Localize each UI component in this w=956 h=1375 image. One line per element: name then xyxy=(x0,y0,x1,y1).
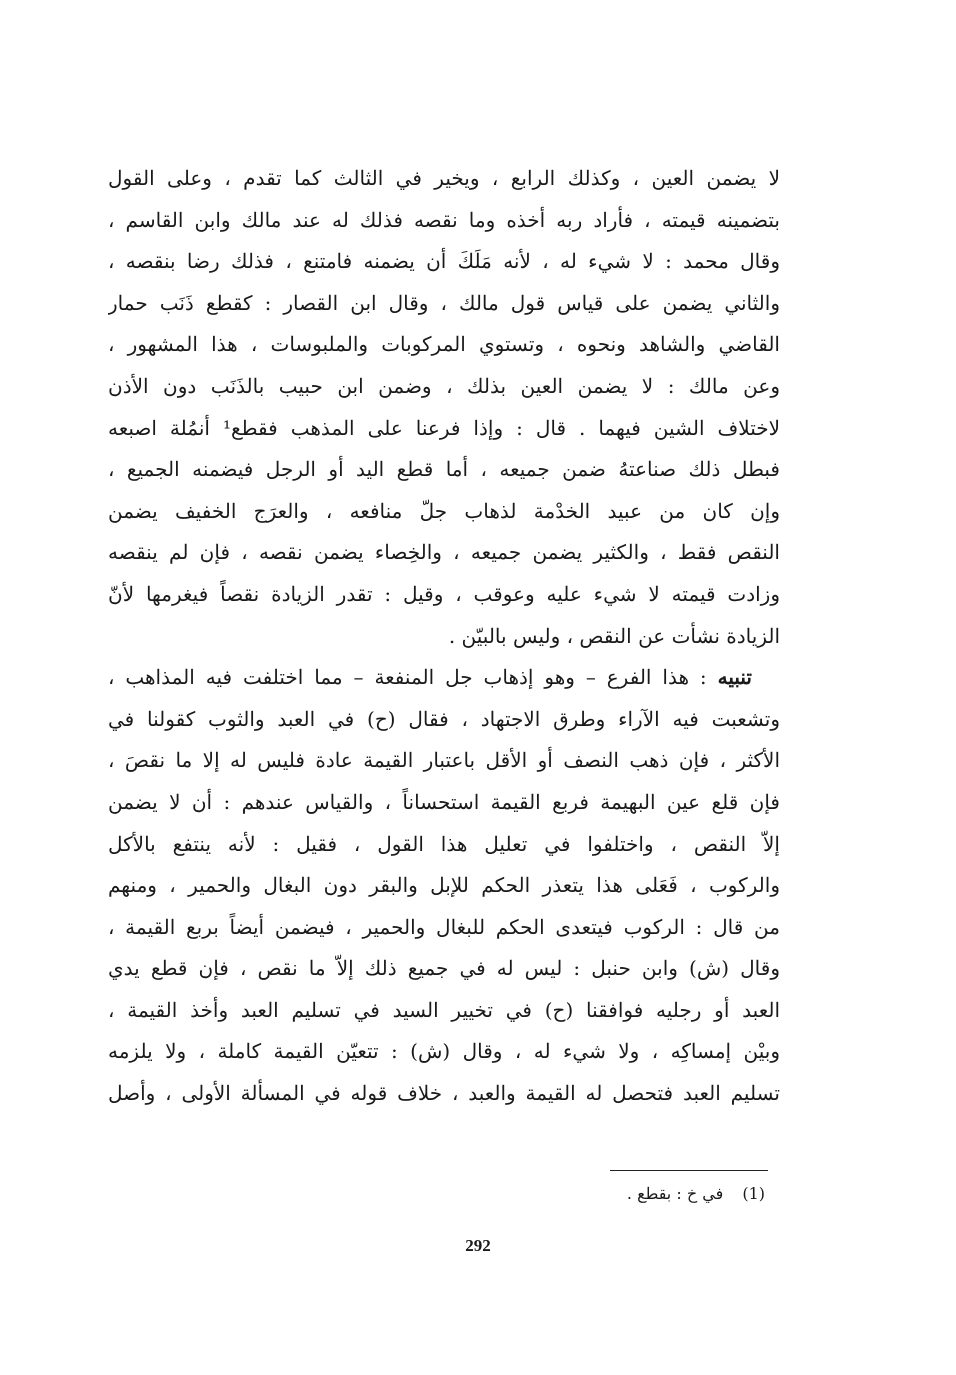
footnote-text: في خ : بقطع . xyxy=(626,1184,724,1203)
text-line: من قال : الركوب فيتعدى الحكم للبغال والحمير ، فيضمن أيضاً بربع القيمة ، xyxy=(108,914,780,939)
text-line: والثاني يضمن على قياس قول مالك ، وقال ابن القصار : كقطع ذَنَب حمار xyxy=(108,290,780,315)
body-text xyxy=(108,158,780,1115)
text-line: فبطل ذلك صناعتهُ ضمن جميعه ، أما قطع اليد أو الرجل فيضمنه الجميع ، xyxy=(108,457,780,482)
text-line: وعن مالك : لا يضمن العين بذلك ، وضمن ابن حبيب بالذَنَب دون الأذن xyxy=(108,373,780,398)
text-line: وقال محمد : لا شيء له ، لأنه مَلَكَ أن يضمنه فامتنع ، فذلك رضا بنقصه ، xyxy=(108,249,780,274)
footnote-number: (1) xyxy=(742,1184,765,1203)
text-line: الأكثر ، فإن ذهب النصف أو الأقل باعتبار القيمة عادة فليس له إلا ما نقصَ ، xyxy=(108,748,780,773)
text-line: لا يضمن العين ، وكذلك الرابع ، ويخير في الثالث كما تقدم ، وعلى القول xyxy=(108,166,780,190)
text-line: تسليم العبد فتحصل له القيمة والعبد ، خلاف قوله في المسألة الأولى ، وأصل xyxy=(108,1081,780,1106)
text-line: لاختلاف الشين فيهما . قال : وإذا فرعنا على المذهب فقطع¹ أنمُلة اصبعه xyxy=(108,415,780,440)
text-line: وقال (ش) وابن حنبل : ليس له في جميع ذلك إلاّ ما نقص ، فإن قطع يدي xyxy=(108,956,780,981)
text-line: القاضي والشاهد ونحوه ، وتستوي المركوبات والملبوسات ، هذا المشهور ، xyxy=(108,332,780,357)
text-line: وإن كان من عبيد الخدْمة لذهاب جلّ منافعه ، والعرَج الخفيف يضمن xyxy=(108,498,780,523)
text-line: فإن قلع عين البهيمة فربع القيمة استحساناً ، والقياس عندهم : أن لا يضمن xyxy=(108,789,780,814)
text-line: النقص فقط ، والكثير يضمن جميعه ، والخِصاء يضمن نقصه ، فإن لم ينقصه xyxy=(108,540,780,565)
note-first-line xyxy=(108,657,780,699)
note-label: تنبيه xyxy=(717,665,752,690)
text-line: والركوب ، فَعَلى هذا يتعذر الحكم للإبل والبقر دون البغال والحمير ، ومنهم xyxy=(108,873,780,898)
text-line: الزيادة نشأت عن النقص ، وليس بالبيّن . xyxy=(448,623,780,648)
text-line: وتشعبت فيه الآراء وطرق الاجتهاد ، فقال (ح) في العبد والثوب كقولنا في xyxy=(108,706,780,731)
page-number: 292 xyxy=(465,1236,491,1255)
text-line: إلاّ النقص ، واختلفوا في تعليل هذا القول ، فقيل : لأنه ينتفع بالأكل xyxy=(108,831,780,856)
text-line: وبيْن إمساكِه ، ولا شيء له ، وقال (ش) : تتعيّن القيمة كاملة ، ولا يلزمه xyxy=(108,1039,780,1064)
note-first-line-text: : هذا الفرع – وهو إذهاب جل المنفعة – مما اختلفت فيه المذاهب ، xyxy=(108,665,707,690)
text-line: العبد أو رجليه فوافقنا (ح) في تخيير السيد في تسليم العبد وأخذ القيمة ، xyxy=(108,997,780,1022)
text-line: وزادت قيمته لا شيء عليه وعوقب ، وقيل : تقدر الزيادة نقصاً فيغرمها لأنّ xyxy=(108,581,780,606)
footnote xyxy=(560,1182,765,1206)
text-line: بتضمينه قيمته ، فأراد ربه أخذه وما نقصه فذلك له عند مالك وابن القاسم ، xyxy=(108,207,780,232)
footnote-divider xyxy=(610,1170,768,1171)
